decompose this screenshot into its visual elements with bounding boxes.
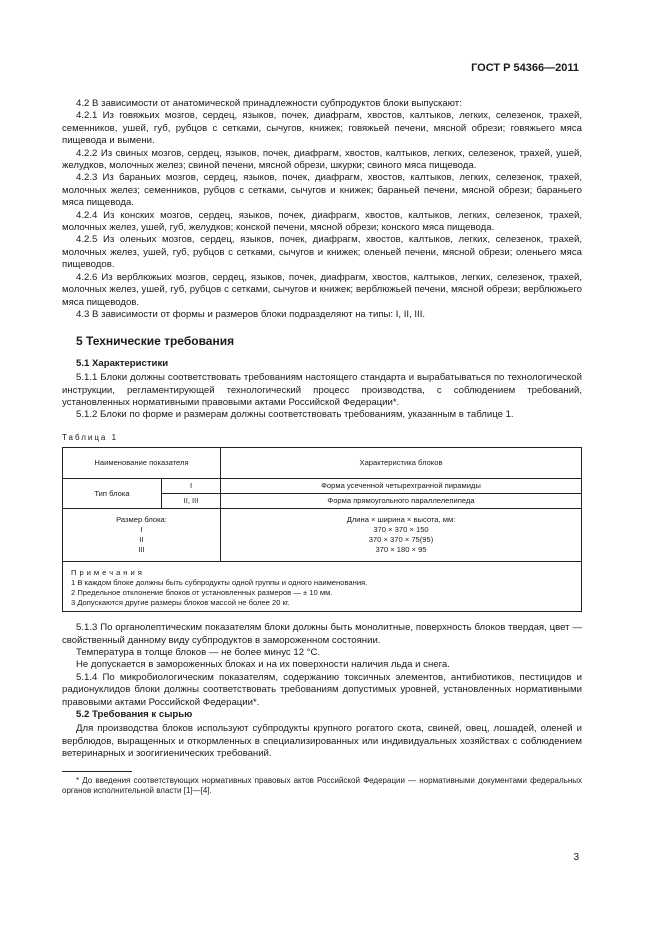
section-5-title: 5 Технические требования <box>76 334 235 349</box>
size-value: 370 × 370 × 75(95) <box>368 535 434 545</box>
note-item: 2 Предельное отклонение блоков от установленных размеров — ± 10 мм. <box>71 588 333 598</box>
size-label-cell <box>63 509 221 562</box>
paragraph-4-2-2: 4.2.2 Из свиных мозгов, сердец, языков, почек, диафрагм, хвостов, калтыков, легких, селезенок, трахей, ушей, желудков, молочных желез; свиной печени, мясной обрези, шкурки; свиного мяса пищевода. <box>62 147 582 172</box>
size-type: I <box>140 525 143 535</box>
footnote-divider <box>62 771 132 772</box>
type-cell: II, III <box>162 494 221 509</box>
footnote: * До введения соответствующих нормативных правовых актов Российской Федерации — нормативными документами федеральных органов исполнительной власти [1]—[4]. <box>62 775 582 796</box>
paragraph-4-2-6: 4.2.6 Из верблюжьих мозгов, сердец, языков, почек, диафрагм, хвостов, калтыков, легких, селезенок, трахей, молочных желез, ушей, губ, рубцов с сетками, сычугов и книжек; верблюжьей печени, мясной обрези; верблюжьего мяса пищеводов. <box>62 271 582 308</box>
size-type: II <box>139 535 144 545</box>
paragraph-5-1-3: 5.1.3 По органолептическим показателям блоки должны быть монолитные, поверхность блоков твердая, цвет — свойственный данному виду субпродуктов в замороженном состоянии. <box>62 622 582 646</box>
size-label: Размер блока: <box>116 515 167 525</box>
size-value: 370 × 370 × 150 <box>373 525 429 535</box>
header-indicator: Наименование показателя <box>63 448 221 479</box>
paragraph-4-2: 4.2 В зависимости от анатомической принадлежности субпродуктов блоки выпускают: <box>76 98 462 109</box>
size-type: III <box>138 545 145 555</box>
table-row <box>63 509 582 562</box>
paragraph-4-2-4: 4.2.4 Из конских мозгов, сердец, языков, почек, диафрагм, хвостов, калтыков, легких, селезенок, трахей, молочных желез, ушей, губ, желудков; конской печени, мясной обрези; конского мяса пищевода. <box>62 209 582 234</box>
paragraph-4-2-1: 4.2.1 Из говяжьих мозгов, сердец, языков, почек, диафрагм, хвостов, калтыков, легких, селезенок, трахей, семенников, ушей, губ, рубцов с сетками, сычугов, книжек; говяжьей печени, мясной обрези; говяжьего мяса пищевода и вымени. <box>62 110 582 147</box>
size-head: Длина × ширина × высота, мм: <box>346 515 456 525</box>
paragraph-5-2: Для производства блоков используют субпродукты крупного рогатого скота, свиней, овец, лошадей, оленей и верблюдов, выращенных и откормленных в специализированных или индивидуальных хозяйствах с соблюдением ветеринарных и зоогигиенических требований. <box>62 723 582 760</box>
table-1 <box>62 447 582 612</box>
size-values-cell <box>221 509 582 562</box>
document-body <box>62 98 582 797</box>
notes-cell <box>63 562 582 612</box>
subsection-5-2-title: 5.2 Требования к сырью <box>76 709 193 720</box>
type-desc-cell: Форма прямоугольного параллелепипеда <box>221 494 582 509</box>
paragraph-5-1-1: 5.1.1 Блоки должны соответствовать требованиям настоящего стандарта и вырабатываться по технологической инструкции, регламентирующей технологический процесс производства, с соблюдением требований, установленных нормативными правовыми актами Российской Федерации*. <box>62 372 582 408</box>
paragraph-temperature: Температура в толще блоков — не более минус 12 °С. <box>76 646 321 658</box>
type-label-cell: Тип блока <box>63 479 162 509</box>
page-number: 3 <box>573 852 579 863</box>
subsection-5-1-title: 5.1 Характеристики <box>76 357 169 369</box>
standard-header: ГОСТ Р 54366—2011 <box>471 62 579 74</box>
paragraph-4-3: 4.3 В зависимости от формы и размеров блоки подразделяют на типы: I, II, III. <box>76 308 426 320</box>
table-header-row <box>63 448 582 479</box>
note-item: 1 В каждом блоке должны быть субпродукты одной группы и одного наименования. <box>71 578 368 588</box>
paragraph-5-1-4: 5.1.4 По микробиологическим показателям, содержанию токсичных элементов, антибиотиков, пестицидов и радионуклидов блоки должны соответствовать требованиям допустимых уровней, установленных нормативными правовыми актами Российской Федерации*. <box>62 671 582 708</box>
table-caption: Таблица 1 <box>62 432 119 442</box>
header-characteristic: Характеристика блоков <box>221 448 582 479</box>
paragraph-4-2-5: 4.2.5 Из оленьих мозгов, сердец, языков, почек, диафрагм, хвостов, калтыков, легких, селезенок, трахей, молочных желез, ушей, губ, рубцов с сетками, сычугов и книжек; оленьей печени, мясной обрези; оленьего мяса пищеводов. <box>62 234 582 271</box>
paragraph-4-2-3: 4.2.3 Из бараньих мозгов, сердец, языков, почек, диафрагм, хвостов, калтыков, легких, селезенок, трахей, молочных желез; семенников, рубцов с сетками, сычугов и книжек; бараньей печени, мясной обрези; бараньего мяса пищевода. <box>62 172 582 209</box>
type-desc-cell: Форма усеченной четырехгранной пирамиды <box>221 479 582 494</box>
type-cell: I <box>162 479 221 494</box>
size-value: 370 × 180 × 95 <box>375 545 427 555</box>
paragraph-5-1-2: 5.1.2 Блоки по форме и размерам должны соответствовать требованиям, указанным в таблице 1. <box>76 409 514 421</box>
table-row <box>63 479 582 494</box>
notes-title: Примечания <box>71 568 145 578</box>
table-notes-row <box>63 562 582 612</box>
paragraph-ice: Не допускается в замороженных блоках и на их поверхности наличия льда и снега. <box>76 659 450 671</box>
note-item: 3 Допускаются другие размеры блоков массой не более 20 кг. <box>71 598 290 608</box>
